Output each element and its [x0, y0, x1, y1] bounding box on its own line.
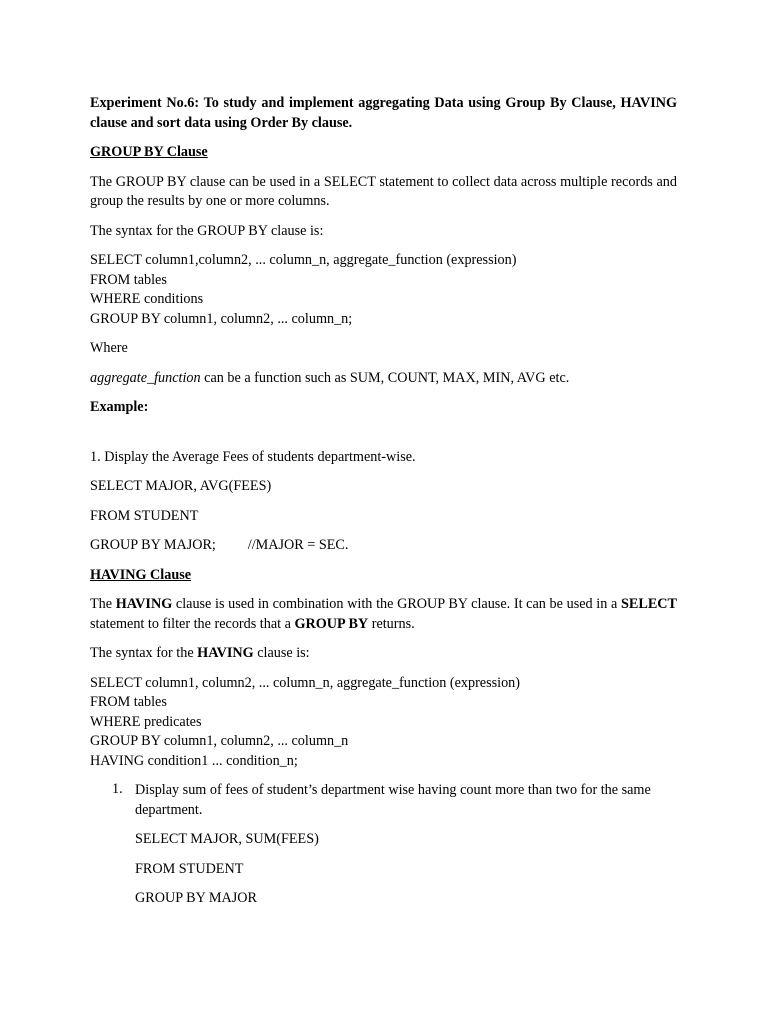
where-label: Where	[90, 340, 128, 356]
syntax-line: GROUP BY column1, column2, ... column_n	[90, 733, 349, 749]
having-intro-text: The	[90, 596, 116, 612]
syntax-line: SELECT column1, column2, ... column_n, aggregate_function (expression)	[90, 674, 521, 691]
example-query-line: SELECT MAJOR, SUM(FEES)	[135, 831, 319, 847]
experiment-title: Experiment No.6: To study and implement aggregating Data using Group By Clause, HAVING clause and sort data using Order By clause.	[90, 95, 677, 131]
group-by-intro: The GROUP BY clause can be used in a SELECT statement to collect data across multiple records and group the results by one or more columns.	[90, 173, 677, 209]
example-query-line: SELECT MAJOR, AVG(FEES)	[90, 478, 272, 494]
having-example-item	[90, 781, 677, 820]
having-heading: HAVING Clause	[90, 566, 192, 583]
having-syntax-text: clause is:	[253, 645, 310, 661]
document-content	[90, 94, 677, 919]
aggregate-function-description	[90, 369, 677, 389]
having-example-text: Display sum of fees of student’s department wise having count more than two for the same department.	[135, 782, 651, 818]
example-query-line: FROM STUDENT	[90, 507, 199, 524]
group-by-heading: GROUP BY Clause	[90, 144, 208, 160]
syntax-line: WHERE conditions	[90, 291, 204, 307]
syntax-line: HAVING condition1 ... condition_n;	[90, 752, 298, 769]
syntax-line: WHERE predicates	[90, 713, 202, 730]
group-by-syntax-intro: The syntax for the GROUP BY clause is:	[90, 222, 324, 239]
having-intro-text: clause is used in combination with the GROUP BY clause. It can be used in a	[172, 596, 621, 612]
having-intro	[90, 595, 677, 634]
example-query-line: GROUP BY MAJOR; //MAJOR = SEC.	[90, 537, 349, 553]
having-syntax-block	[90, 674, 677, 772]
aggregate-function-term: aggregate_function	[90, 369, 201, 386]
syntax-line: FROM tables	[90, 694, 167, 710]
example-query-line: GROUP BY MAJOR	[135, 890, 257, 906]
having-intro-text: statement to filter the records that a	[90, 615, 295, 632]
having-keyword: HAVING	[197, 645, 254, 661]
syntax-line: FROM tables	[90, 271, 167, 288]
having-intro-text: returns.	[368, 615, 415, 632]
example-label: Example:	[90, 399, 149, 415]
spacer	[90, 428, 677, 448]
having-syntax-text: The syntax for the	[90, 645, 198, 661]
aggregate-function-text: can be a function such as SUM, COUNT, MAX, MIN, AVG etc.	[200, 369, 570, 386]
list-number: 1.	[112, 781, 123, 797]
having-keyword: HAVING	[115, 596, 173, 612]
group-by-syntax-block	[90, 251, 677, 329]
syntax-line: SELECT column1,column2, ... column_n, aggregate_function (expression)	[90, 252, 517, 268]
example-1-text: 1. Display the Average Fees of students department-wise.	[90, 448, 416, 465]
syntax-line: GROUP BY column1, column2, ... column_n;	[90, 310, 353, 327]
example-query-line: FROM STUDENT	[135, 860, 244, 877]
group-by-keyword: GROUP BY	[294, 615, 369, 632]
select-keyword: SELECT	[621, 596, 677, 612]
having-syntax-intro	[90, 644, 677, 664]
